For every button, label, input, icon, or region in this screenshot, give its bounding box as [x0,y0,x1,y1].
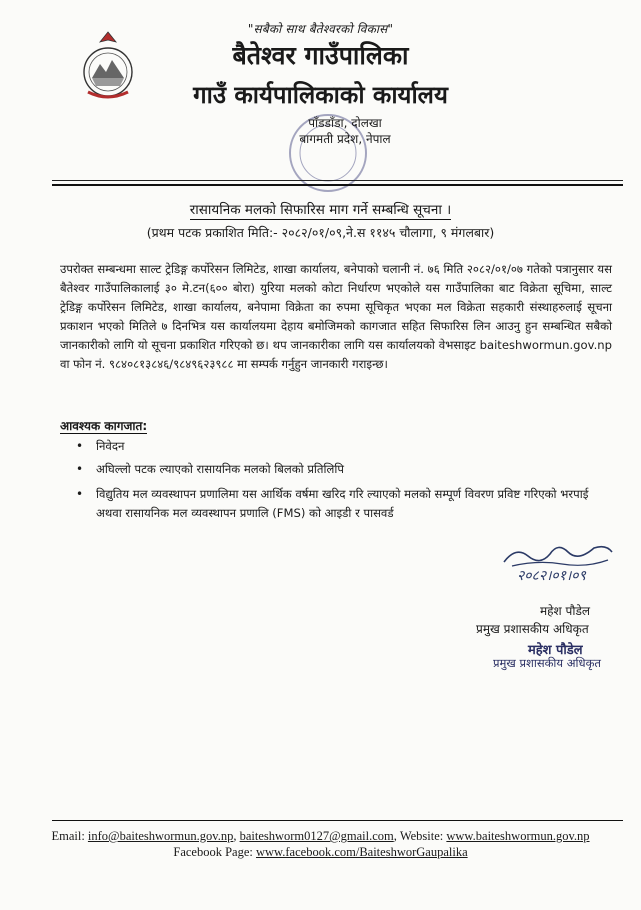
bullet-icon: • [76,462,84,476]
email-link-primary[interactable]: info@baiteshwormun.gov.np [87,829,234,843]
notice-title [0,200,641,218]
footer-divider [52,820,623,821]
signatory-name: महेश पौडेल [540,604,591,618]
motto: "सबैको साथ बैतेश्वरको विकास" [247,22,394,36]
notice-subtitle: (प्रथम पटक प्रकाशित मिति:- २०८२/०१/०९,ने.स ११४५ चौलागा, ९ मंगलबार) [146,225,495,240]
website-link[interactable]: www.baiteshwormun.gov.np [446,829,590,843]
facebook-link[interactable]: www.facebook.com/BaiteshworGaupalika [256,845,468,859]
footer-facebook-line [0,845,641,860]
facebook-label: Facebook Page: [173,845,253,859]
website-label: Website: [399,829,444,843]
list-item-text: विद्युतिय मल व्यवस्थापन प्रणालिमा यस आर्थिक वर्षमा खरिद गरि ल्याएको मलको सम्पूर्ण विवरण प्रविष्ट गरिएको भरपाई अथवा रासायनिक मल व्यवस्थापन प्रणालि (FMS) को आइडी र पासवर्ड [96,487,589,520]
municipality-name: बैतेश्वर गाउँपालिका [232,41,409,70]
bullet-icon: • [76,439,84,453]
header-divider-thick [52,184,623,186]
stamp-position: प्रमुख प्रशासकीय अधिकृत [493,656,601,670]
email-label: Email: [51,829,85,843]
bullet-icon: • [76,487,84,501]
list-item-text: अघिल्लो पटक ल्याएको रासायनिक मलको बिलको प्रतिलिपि [96,462,344,476]
address-line-1: पाँडडाँडा, दोलखा [308,116,382,130]
notice-title-text: रासायनिक मलको सिफारिस माग गर्ने सम्बन्धि सूचना । [189,202,452,218]
notice-body: उपरोक्त सम्बन्धमा साल्ट ट्रेडिङ्ग कर्पोरेसन लिमिटेड, शाखा कार्यालय, बनेपाको चलानी नं. ७६ मिति २०८२/०१/०७ गतेको पत्रानुसार यस बैतेश्वर गाउँपालिकालाई ३० मे.टन(६०० बोरा) युरिया मलको कोटा निर्धारण भएकोले यस गाउँपालिका बाट विक्रेता सूचिमा, साल्ट ट्रेडिङ्ग कर्पोरेसन लिमिटेड, शाखा कार्यालय, बनेपामा विक्रेता का रुपमा सूचिकृत भएका मल विक्रेता सहकारी संस्थाहरुलाई सूचना प्रकाशन भएको मितिले ७ दिनभित्र यस कार्यालयमा देहाय बमोजिमको कागजात सहित सिफारिस लिन आउनु हुन सम्बन्धित सबैको जानकारीको लागि यो सूचना प्रकाशित गरिएको छ। थप जानकारीका लागि यस कार्यालयको वेभसाइट baiteshwormun.gov.np वा फोन नं. ९८४०८१३८४६/९८४९६२३९८८ मा सम्पर्क गर्नुहुन जानकारी गराइन्छ। [60,262,612,371]
header-divider [52,180,623,181]
signatory-position: प्रमुख प्रशासकीय अधिकृत [476,622,589,636]
email-link-secondary[interactable]: baiteshworm0127@gmail.com [239,829,394,843]
list-item-text: निवेदन [96,439,125,453]
stamp-name: महेश पौडेल [528,643,583,658]
address-line-2: बागमती प्रदेश, नेपाल [299,132,391,146]
footer-contact-line: Email: info@baiteshwormun.gov.np, baiteshworm0127@gmail.com, Website: www.baiteshwormun.gov.np [51,829,590,843]
signature-date: २०८२।०१।०९ [517,568,586,584]
requirements-heading-text: आवश्यक कागजात: [60,419,148,433]
requirements-heading [60,417,147,434]
office-name: गाउँ कार्यपालिकाको कार्यालय [193,81,448,109]
office-address [280,115,410,147]
